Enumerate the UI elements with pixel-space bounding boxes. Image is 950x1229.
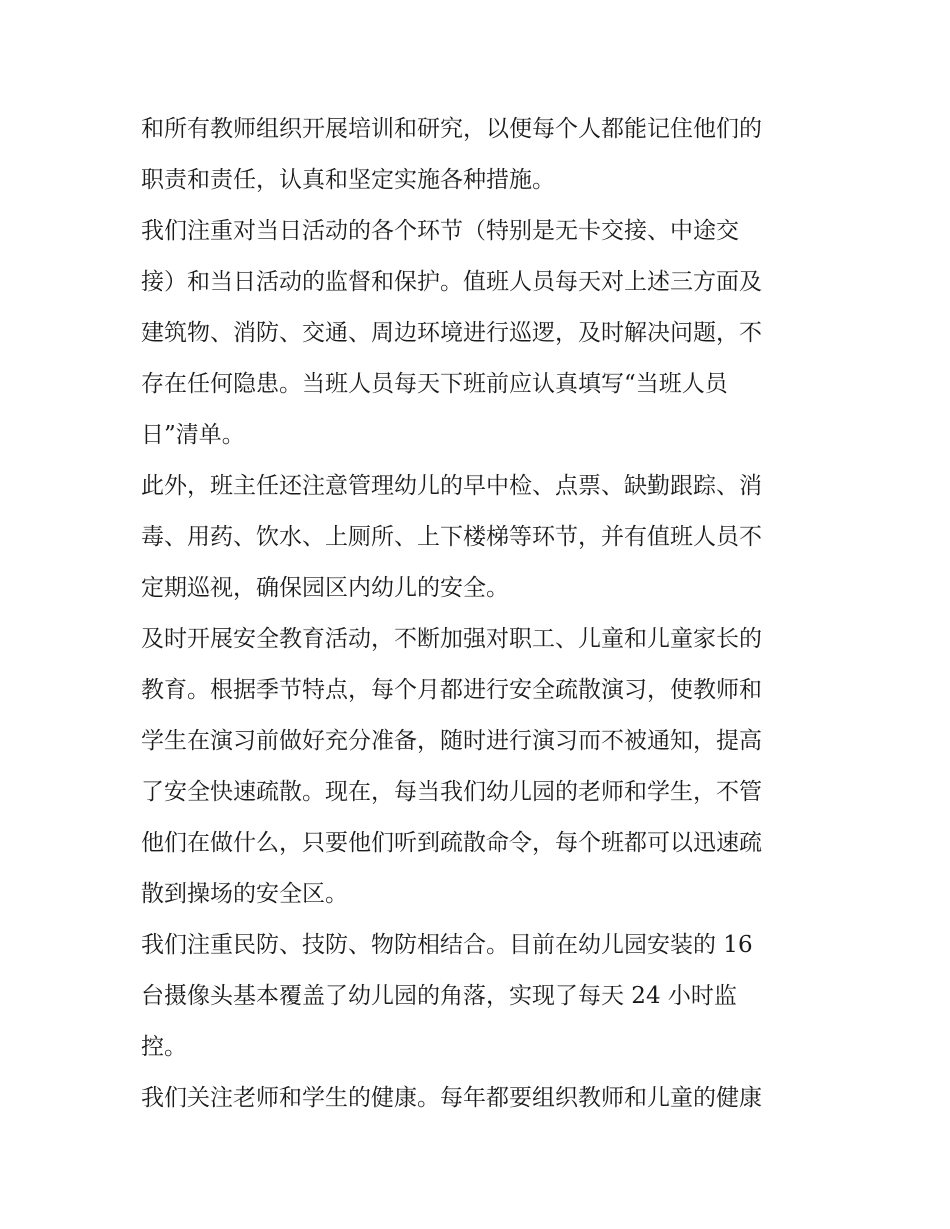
text-line: 教育。根据季节特点，每个月都进行安全疏散演习，使教师和: [141, 677, 762, 703]
text-line: 台摄像头基本覆盖了幼儿园的角落，实现了每天 24 小时监: [141, 983, 737, 1009]
text-line: 接）和当日活动的监督和保护。值班人员每天对上述三方面及: [141, 269, 762, 295]
text-line: 我们注重对当日活动的各个环节（特别是无卡交接、中途交: [141, 218, 739, 244]
text-line: 我们注重民防、技防、物防相结合。目前在幼儿园安装的 16: [141, 932, 753, 958]
text-line: 毒、用药、饮水、上厕所、上下楼梯等环节，并有值班人员不: [141, 524, 762, 550]
text-line: 他们在做什么，只要他们听到疏散命令，每个班都可以迅速疏: [141, 830, 762, 856]
text-line: 职责和责任，认真和坚定实施各种措施。: [141, 167, 555, 193]
text-line: 及时开展安全教育活动，不断加强对职工、儿童和儿童家长的: [141, 626, 762, 652]
text-line: 和所有教师组织开展培训和研究，以便每个人都能记住他们的: [141, 116, 762, 142]
body-text: [141, 104, 821, 1124]
text-line: 日”清单。: [141, 422, 245, 448]
text-line: 了安全快速疏散。现在，每当我们幼儿园的老师和学生，不管: [141, 779, 762, 805]
text-line: 控。: [141, 1034, 187, 1060]
text-line: 此外，班主任还注意管理幼儿的早中检、点票、缺勤跟踪、消: [141, 473, 762, 499]
text-line: 建筑物、消防、交通、周边环境进行巡逻，及时解决问题，不: [141, 320, 762, 346]
text-line: 我们关注老师和学生的健康。每年都要组织教师和儿童的健康: [141, 1085, 762, 1111]
text-line: 散到操场的安全区。: [141, 881, 348, 907]
text-line: 学生在演习前做好充分准备，随时进行演习而不被通知，提高: [141, 728, 762, 754]
text-line: 定期巡视，确保园区内幼儿的安全。: [141, 575, 509, 601]
text-line: 存在任何隐患。当班人员每天下班前应认真填写“当班人员: [141, 371, 728, 397]
